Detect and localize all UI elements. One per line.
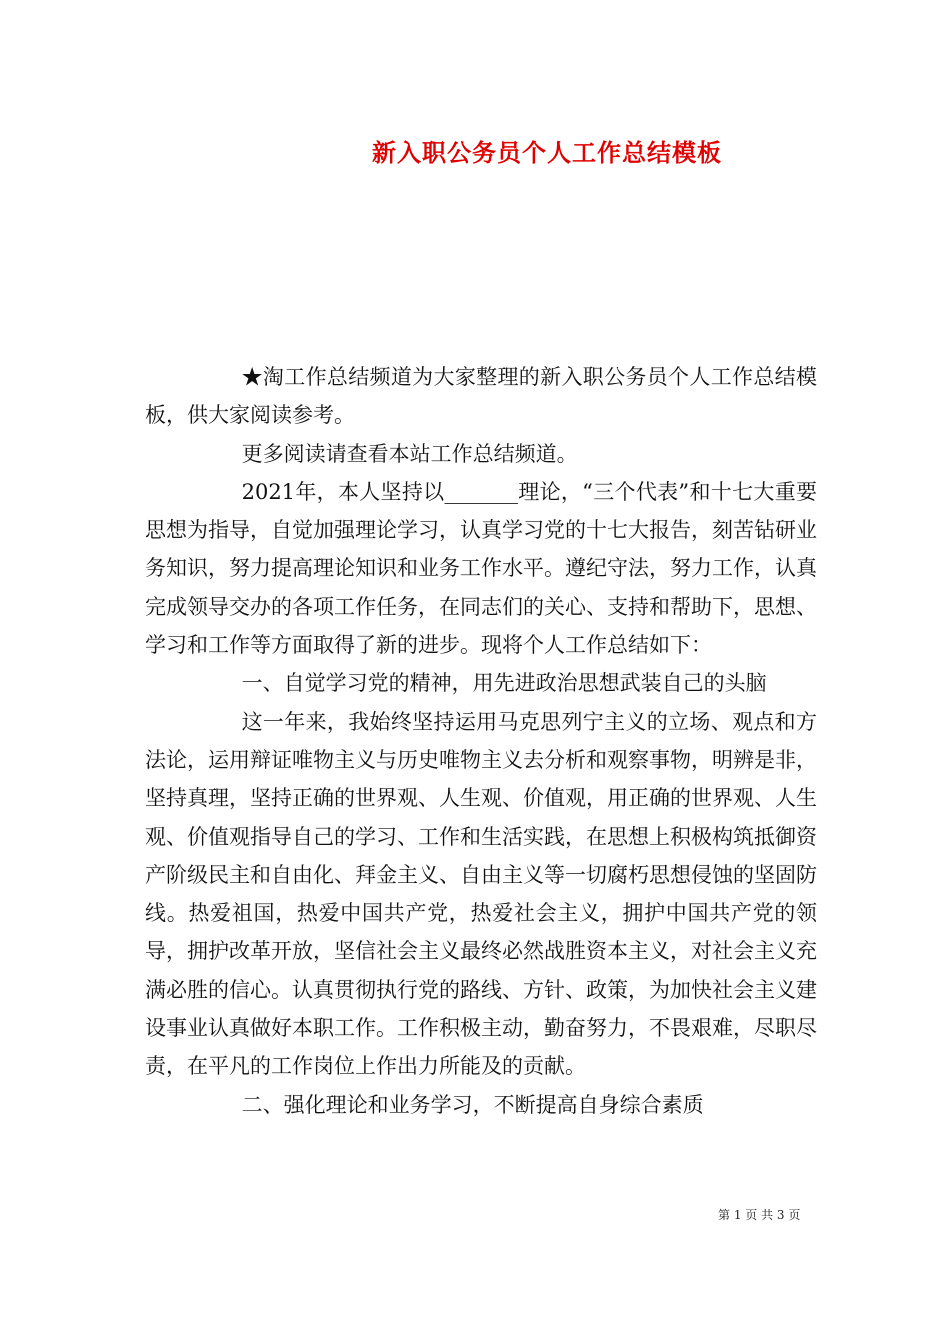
- section-heading-2: 二、强化理论和业务学习，不断提高自身综合素质: [241, 1092, 704, 1117]
- document-body: [145, 358, 817, 1124]
- page-number: 第 1 页 共 3 页: [718, 1208, 801, 1222]
- paragraph-section-1: 这一年来，我始终坚持运用马克思列宁主义的立场、观点和方法论，运用辩证唯物主义与历史唯物主义去分析和观察事物，明辨是非，坚持真理，坚持正确的世界观、人生观、价值观，用正确的世界观、人生观、价值观指导自己的学习、工作和生活实践，在思想上积极构筑抵御资产阶级民主和自由化、拜金主义、自由主义等一切腐朽思想侵蚀的坚固防线。热爱祖国，热爱中国共产党，热爱社会主义，拥护中国共产党的领导，拥护改革开放，坚信社会主义最终必然战胜资本主义，对社会主义充满必胜的信心。认真贯彻执行党的路线、方针、政策，为加快社会主义建设事业认真做好本职工作。工作积极主动，勤奋努力，不畏艰难，尽职尽责，在平凡的工作岗位上作出力所能及的贡献。: [145, 709, 817, 1079]
- section-heading-1: 一、自觉学习党的精神，用先进政治思想武装自己的头脑: [241, 671, 767, 696]
- paragraph-more-reading: 更多阅读请查看本站工作总结频道。: [241, 441, 578, 466]
- paragraph-overview: 2021年，本人坚持以_______理论，“三个代表”和十七大重要思想为指导，自觉加强理论学习，认真学习党的十七大报告，刻苦钻研业务知识，努力提高理论知识和业务工作水平。遵纪守法，努力工作，认真完成领导交办的各项工作任务，在同志们的关心、支持和帮助下，思想、学习和工作等方面取得了新的进步。现将个人工作总结如下：: [145, 479, 817, 658]
- document-title: 新入职公务员个人工作总结模板: [372, 138, 722, 167]
- paragraph-intro: ★淘工作总结频道为大家整理的新入职公务员个人工作总结模板，供大家阅读参考。: [145, 365, 817, 428]
